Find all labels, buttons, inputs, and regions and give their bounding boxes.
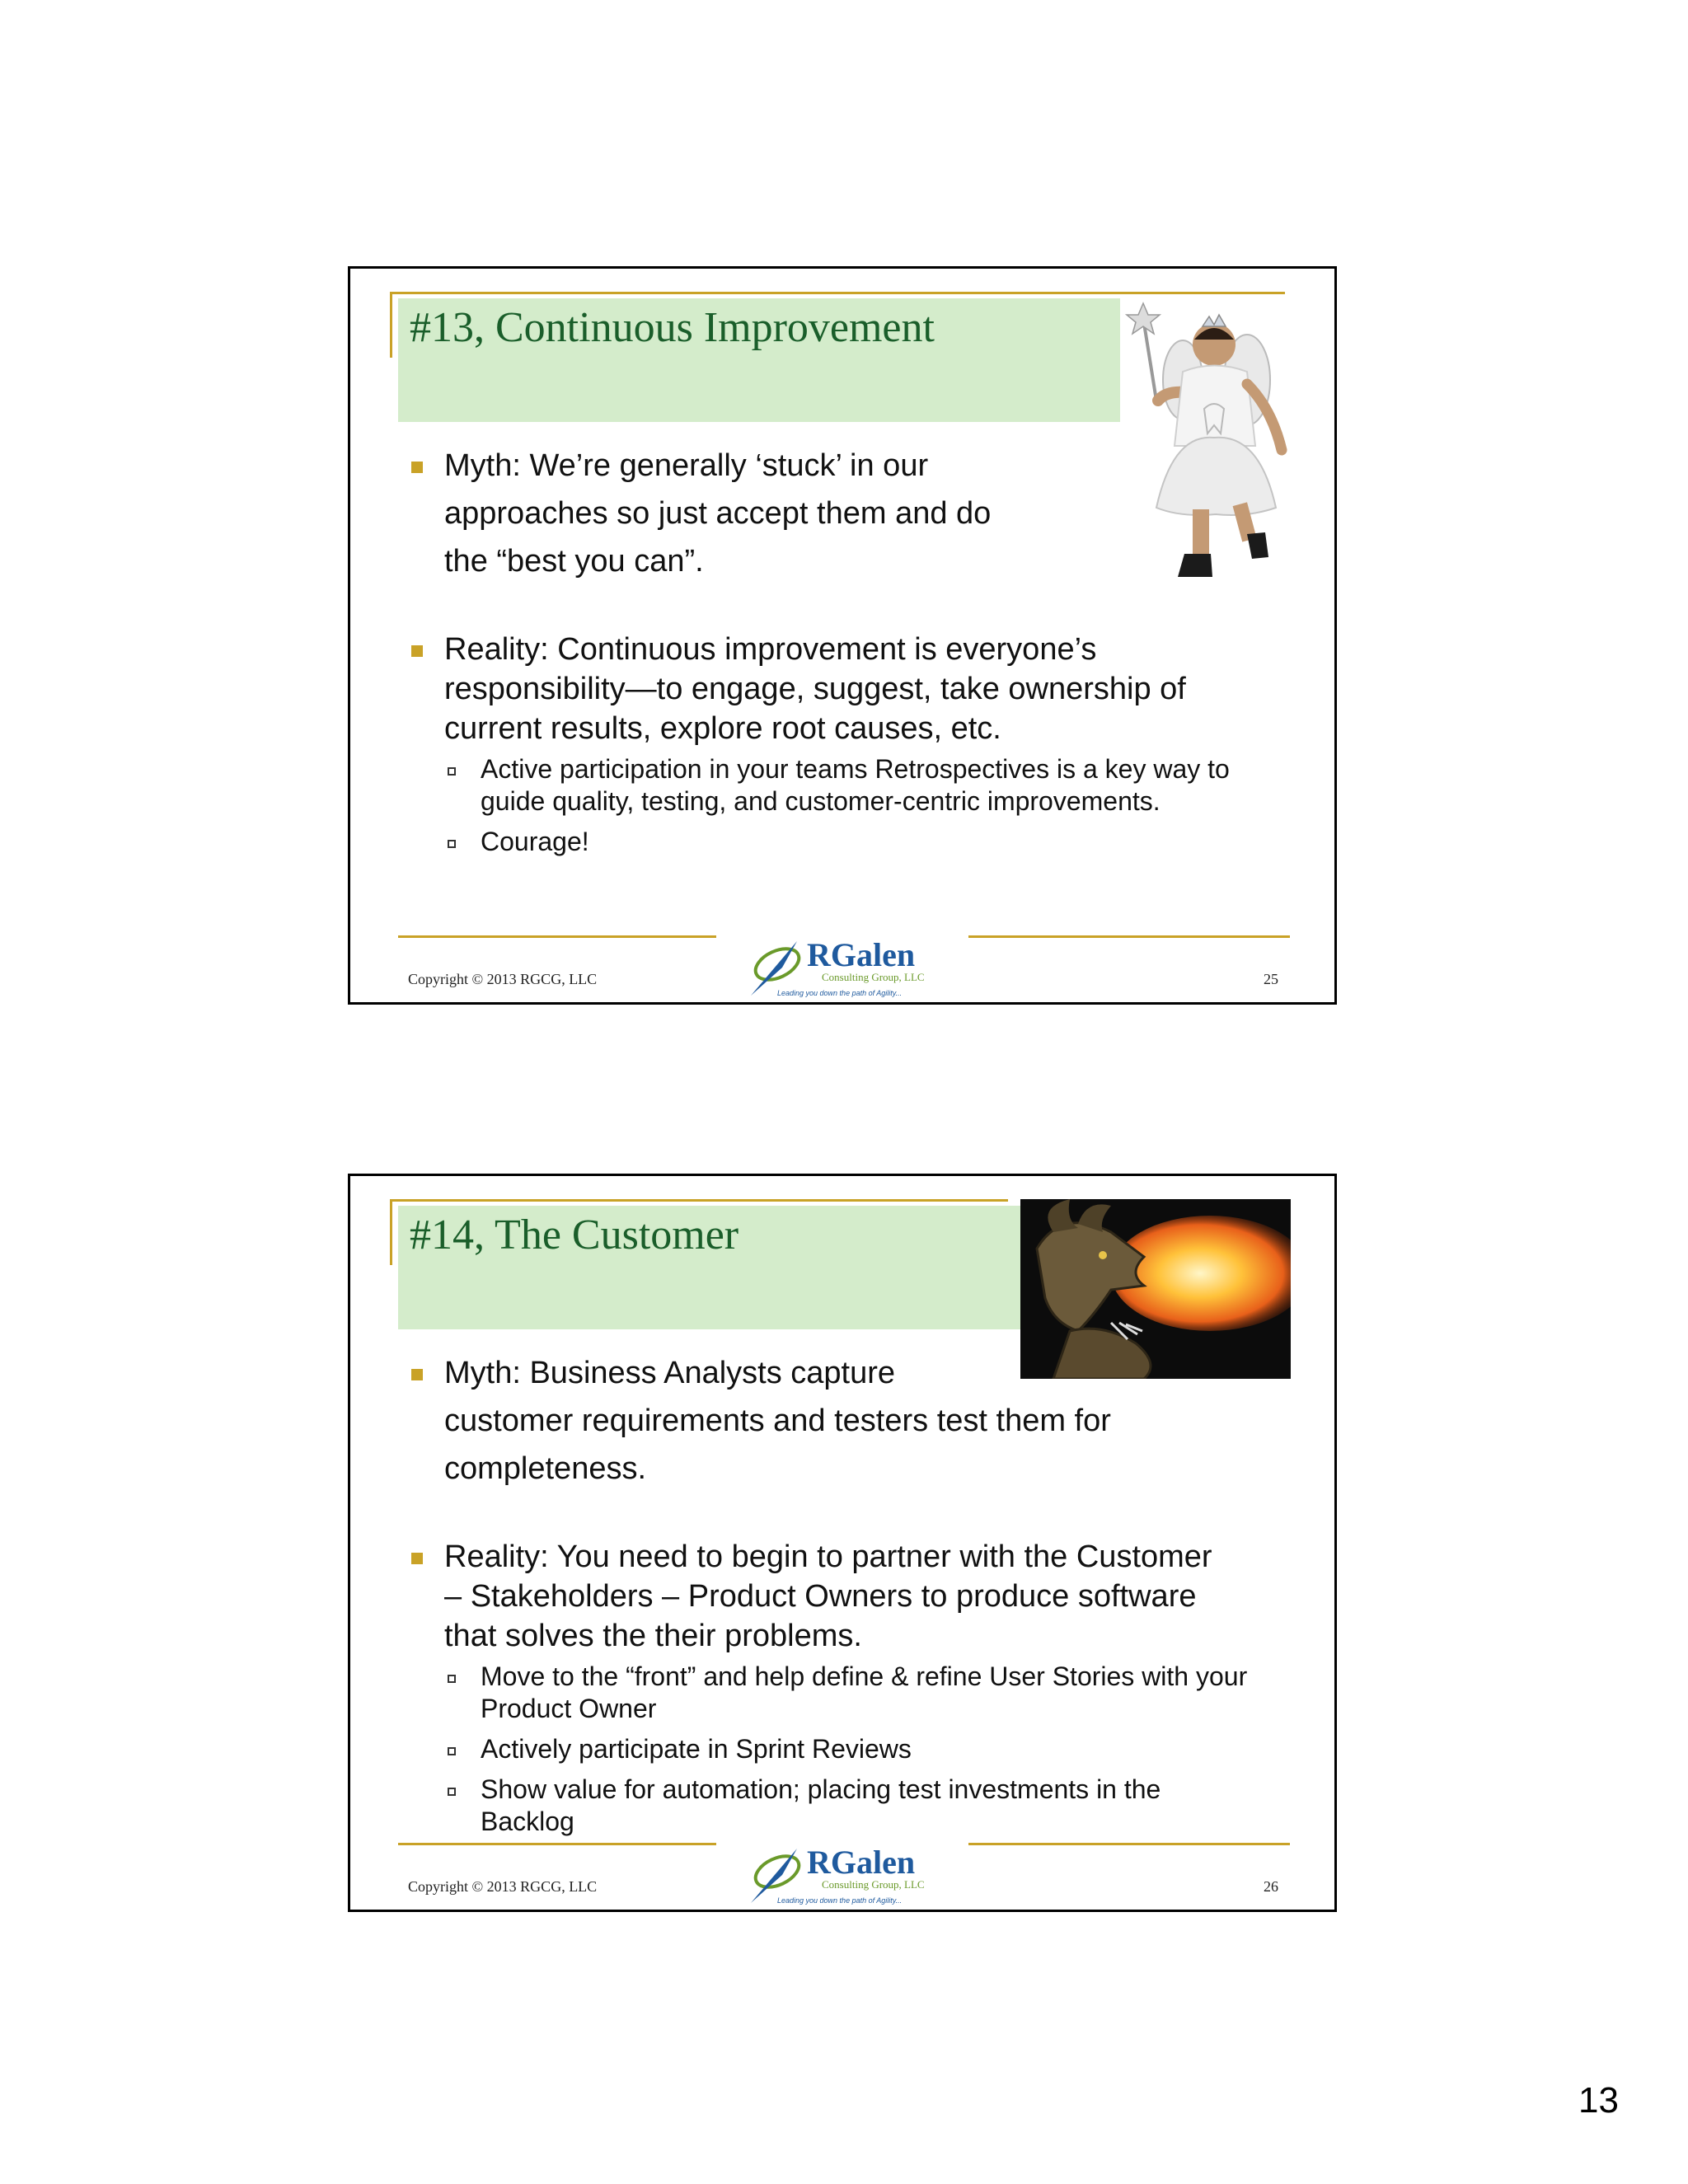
bullet-square-icon [411,1369,423,1380]
bullet-square-icon [411,1553,423,1564]
myth-line: Myth: Business Analysts capture [444,1356,896,1390]
title-accent-bar [390,1199,392,1265]
checkbox-bullet-icon [448,840,456,848]
svg-text:Consulting Group, LLC: Consulting Group, LLC [822,971,925,983]
sub-bullet [401,1661,1285,1725]
myth-bullet [401,442,1285,585]
rgalen-logo [746,1839,944,1912]
sub-line: Show value for automation; placing test investments in the [481,1774,1161,1804]
copyright: Copyright © 2013 RGCG, LLC [408,1878,598,1895]
slide-body [401,442,1285,858]
reality-line: responsibility—to engage, suggest, take ownership of [444,672,1186,706]
footer-line-right [968,935,1290,938]
footer-line-left [398,1843,716,1845]
slide-page-number: 26 [1264,1878,1278,1895]
myth-line: approaches so just accept them and do [444,496,992,531]
svg-text:Leading you down the path of A: Leading you down the path of Agility... [777,1896,903,1905]
title-accent-bar [390,292,392,358]
sub-bullet [401,1733,1285,1765]
myth-line: completeness. [444,1451,647,1486]
reality-line: Reality: You need to begin to partner with the Customer [444,1540,1212,1574]
footer-line-left [398,935,716,938]
myth-line: the “best you can”. [444,544,704,579]
reality-bullet [401,630,1285,748]
checkbox-bullet-icon [448,1675,456,1683]
rgalen-logo [746,931,944,1005]
reality-line: current results, explore root causes, etc. [444,711,1001,746]
svg-text:Consulting Group, LLC: Consulting Group, LLC [822,1878,925,1891]
slide-25 [348,266,1337,1005]
sub-bullet [401,1774,1285,1838]
bullet-square-icon [411,462,423,473]
bullet-square-icon [411,645,423,657]
slide-title: #13, Continuous Improvement [410,304,935,351]
slide-page-number: 25 [1264,971,1278,987]
checkbox-bullet-icon [448,1788,456,1796]
footer-line-right [968,1843,1290,1845]
reality-line: Reality: Continuous improvement is everyone’s [444,632,1097,667]
slide-body [401,1349,1285,1838]
svg-text:RGalen: RGalen [807,936,916,973]
svg-text:Leading you down the path of A: Leading you down the path of Agility... [777,989,903,997]
slide-26 [348,1174,1337,1912]
reality-bullet [401,1537,1285,1656]
checkbox-bullet-icon [448,1747,456,1755]
copyright: Copyright © 2013 RGCG, LLC [408,971,598,987]
sub-line: Product Owner [481,1694,657,1723]
sub-line: Active participation in your teams Retrospectives is a key way to [481,754,1230,784]
reality-line: that solves the their problems. [444,1619,862,1653]
reality-line: – Stakeholders – Product Owners to produce software [444,1579,1197,1614]
sub-line: Actively participate in Sprint Reviews [481,1734,912,1764]
title-accent-line [390,292,1285,294]
sub-line: Backlog [481,1807,574,1836]
sub-line: Move to the “front” and help define & refine User Stories with your [481,1661,1248,1691]
myth-line: Myth: We’re generally ‘stuck’ in our [444,448,929,483]
document-page-number: 13 [1578,2080,1619,2121]
slide-title: #14, The Customer [410,1212,739,1258]
myth-line: customer requirements and testers test them for [444,1404,1111,1438]
sub-bullet [401,753,1285,818]
myth-bullet [401,1349,1285,1493]
checkbox-bullet-icon [448,767,456,776]
sub-bullet [401,826,1285,858]
sub-line: guide quality, testing, and customer-centric improvements. [481,786,1160,816]
title-accent-line [390,1199,1008,1202]
svg-text:RGalen: RGalen [807,1844,916,1881]
sub-line: Courage! [481,827,589,856]
